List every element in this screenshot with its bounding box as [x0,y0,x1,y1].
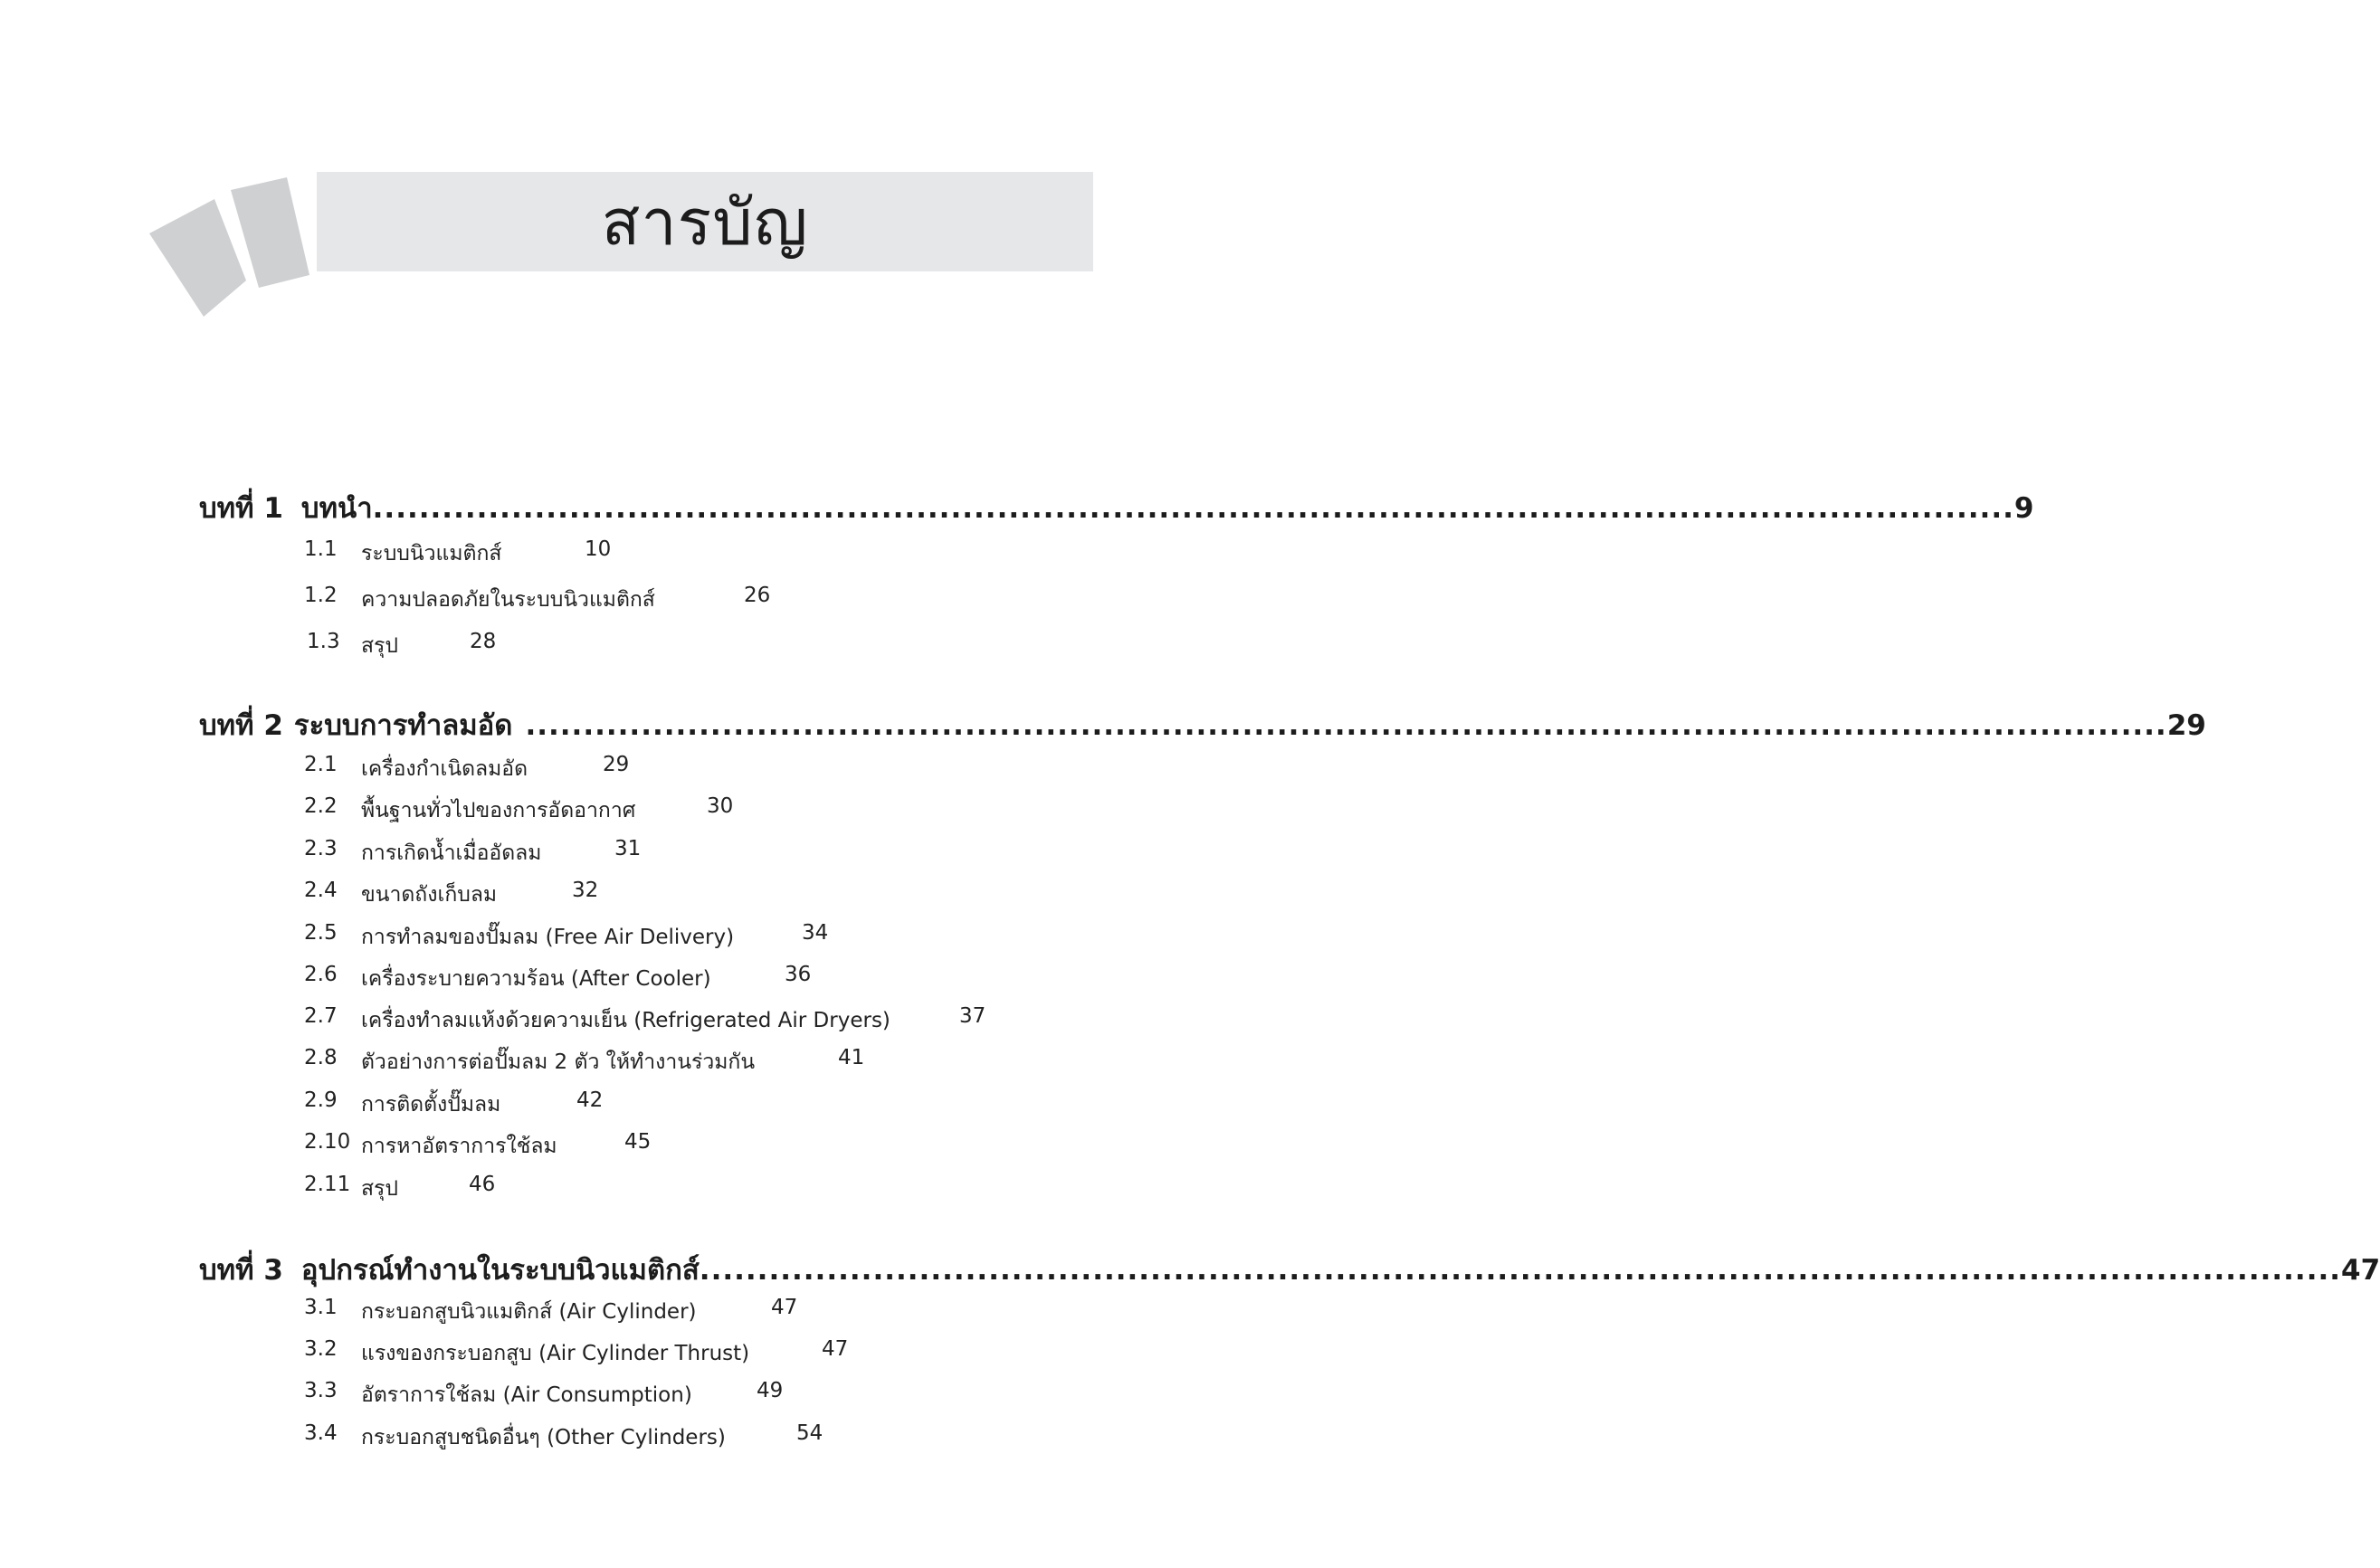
chapter-label: บทที่ 3 [199,1254,283,1287]
chapter-label: บทที่ 2 [199,709,283,742]
section-title: เครื่องกำเนิดลมอัด [361,757,528,781]
section-number: 2.6 [304,963,338,986]
leader-dots: .............................................................................................................................................. [372,492,2014,525]
section-title: เครื่องระบายความร้อน (After Cooler) [361,967,711,991]
section-number: 1.1 [304,537,338,561]
section-page: 10 [585,537,612,561]
chapter-title: ระบบการทำลมอัด [293,709,513,742]
section-page: 30 [707,794,734,818]
section-page: 31 [614,837,642,860]
section-page: 29 [603,753,630,776]
section-title: ตัวอย่างการต่อปั๊มลม 2 ตัว ให้ทำงานร่วมกัน [361,1050,756,1074]
section-page: 28 [470,630,497,653]
section-page: 45 [624,1130,652,1154]
section-number: 2.5 [304,921,338,945]
section-title: อัตราการใช้ลม (Air Consumption) [361,1383,692,1407]
section-title: การทำลมของปั๊มลม (Free Air Delivery) [361,926,735,949]
section-page: 41 [838,1046,865,1069]
section-title: สรุป [361,634,398,658]
section-number: 2.2 [304,794,338,818]
section-title: การเกิดน้ำเมื่ออัดลม [361,841,542,865]
chapter-label: บทที่ 1 [199,492,283,525]
chapter-title: อุปกรณ์ทำงานในระบบนิวแมติกส์ [300,1254,700,1287]
section-number: 1.3 [307,630,340,653]
section-title: ขนาดถังเก็บลม [361,883,498,907]
section-page: 47 [771,1296,798,1319]
section-page: 34 [802,921,829,945]
section-page: 36 [785,963,812,986]
section-title: กระบอกสูบนิวแมติกส์ (Air Cylinder) [361,1300,697,1324]
chapter-3-heading[interactable] [199,1247,2380,1292]
page-title: สารบัญ [601,185,809,260]
section-number: 2.3 [304,837,338,860]
chapter-1-heading[interactable] [199,485,2034,530]
section-title: แรงของกระบอกสูบ (Air Cylinder Thrust) [361,1342,750,1365]
section-page: 49 [757,1379,784,1402]
section-number: 2.4 [304,879,338,902]
chapter-page: 9 [2013,492,2034,525]
section-title: เครื่องทำลมแห้งด้วยความเย็น (Refrigerated Air Dryers) [361,1009,890,1032]
section-number: 2.7 [304,1004,338,1028]
section-page: 46 [469,1173,496,1196]
section-title: การหาอัตราการใช้ลม [361,1135,557,1158]
chapter-page: 29 [2166,709,2206,742]
section-title: พื้นฐานทั่วไปของการอัดอากาศ [361,799,636,822]
chapter-page: 47 [2341,1254,2380,1287]
section-number: 2.9 [304,1088,338,1112]
chapter-title: บทนำ [300,492,373,525]
section-page: 47 [822,1337,849,1361]
section-page: 37 [959,1004,986,1028]
section-title: ความปลอดภัยในระบบนิวแมติกส์ [361,588,655,612]
leader-dots: .............................................................................................................................................. [525,709,2167,742]
section-number: 3.4 [304,1421,338,1445]
section-number: 2.1 [304,753,338,776]
chapter-2-heading[interactable] [199,702,2206,747]
section-page: 42 [576,1088,604,1112]
section-title: สรุป [361,1177,398,1201]
section-number: 2.10 [304,1130,351,1154]
section-page: 26 [744,584,771,607]
section-title: การติดตั้งปั๊มลม [361,1093,501,1117]
leader-dots: .............................................................................................................................................. [699,1254,2342,1287]
section-number: 3.2 [304,1337,338,1361]
section-page: 32 [572,879,599,902]
section-page: 54 [796,1421,823,1445]
title-band [317,172,1093,271]
section-number: 2.11 [304,1173,351,1196]
section-title: กระบอกสูบชนิดอื่นๆ (Other Cylinders) [361,1426,726,1449]
section-number: 3.1 [304,1296,338,1319]
section-number: 1.2 [304,584,338,607]
section-number: 3.3 [304,1379,338,1402]
section-number: 2.8 [304,1046,338,1069]
section-title: ระบบนิวแมติกส์ [361,542,502,565]
